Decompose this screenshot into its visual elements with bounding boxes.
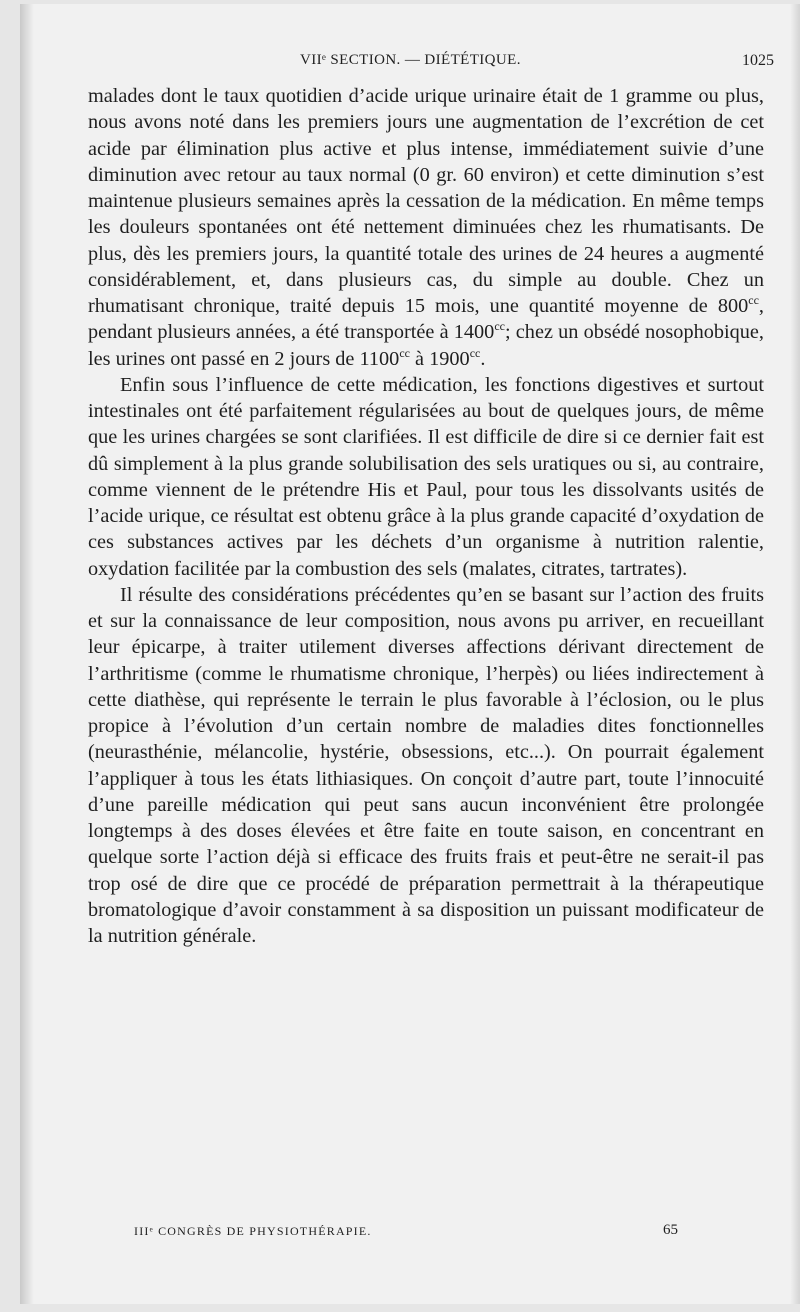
paragraph-text: . — [480, 347, 486, 370]
footer-congress-title: IIIᵉ CONGRÈS DE PHYSIOTHÉRAPIE. — [134, 1224, 372, 1238]
paragraph-text: , pendant plusieurs années, a été transportée à 1400 — [88, 295, 764, 344]
running-footer — [20, 1224, 780, 1244]
book-page — [20, 4, 800, 1304]
page-edge-shadow — [790, 4, 800, 1304]
body-text — [88, 83, 764, 949]
unit-superscript: cc — [494, 319, 505, 334]
paragraph: Il résulte des considérations précédentes qu’en se basant sur l’action des fruits et sur la connaissance de leur composition, nous avons pu arriver, en recueillant leur épicarpe, à traiter utilement diverses affections dérivant directement de l’arthritisme (comme le rhumatisme chronique, l’herpès) ou liées indirectement à cette diathèse, qui représente le terrain le plus favorable à l’éclosion, ou le plus propice à l’évolution d’un certain nombre de maladies dites fonctionnelles (neurasthénie, mélancolie, hystérie, obsessions, etc...). On pourrait également l’appliquer à tous les états lithiasiques. On conçoit d’autre part, toute l’innocuité d’une pareille médication qui peut sans aucun inconvénient être prolongée longtemps à des doses élevées et être faite en toute saison, en concentrant en quelque sorte l’action déjà si efficace des fruits frais et peut-être ne serait-il pas trop osé de dire que ce procédé de préparation permettrait à la thérapeutique bromatologique d’avoir constamment à sa disposition un puissant modificateur de la nutrition générale. — [88, 583, 764, 947]
paragraph: Enfin sous l’influence de cette médication, les fonctions digestives et surtout intestinales ont été parfaitement régularisées au bout de quelques jours, de même que les urines chargées se sont clarifiées. Il est difficile de dire si ce dernier fait est dû simplement à la plus grande solubilisation des sels uratiques ou si, au contraire, comme viennent de le prétendre His et Paul, pour tous les dissolvants usités de l’acide urique, ce résultat est obtenu grâce à la plus grande capacité d’oxydation de ces substances actives par les déchets d’un organisme à nutrition ralentie, oxydation facilitée par la combustion des sels (malates, citrates, tartrates). — [88, 373, 764, 580]
running-header — [20, 52, 780, 76]
paragraph-continued — [88, 83, 764, 372]
unit-superscript: cc — [469, 345, 481, 360]
unit-superscript: cc — [399, 345, 410, 360]
page-number: 1025 — [742, 52, 774, 69]
paragraph-text: ; chez un obsédé nosophobique, les urines ont passé en 2 jours de 1100 — [88, 321, 764, 370]
page-gutter-shadow — [20, 4, 34, 1304]
section-title: VIIᵉ SECTION. — DIÉTÉTIQUE. — [300, 52, 521, 68]
unit-superscript: cc — [748, 293, 759, 308]
signature-mark: 65 — [663, 1222, 678, 1238]
paragraph-text: à 1900 — [409, 347, 470, 370]
paragraph-text: malades dont le taux quotidien d’acide urique urinaire était de 1 gramme ou plus, nous avons noté dans les premiers jours une augmentation de l’excrétion de cet acide par élimination plus active et plus intense, immédiatement suivie d’une diminution avec retour au taux normal (0 gr. 60 environ) et cette diminution s’est maintenue plusieurs semaines après la cessation de la médication. En même temps les douleurs spontanées ont été nettement diminuées chez les rhumatisants. De plus, dès les premiers jours, la quantité totale des urines de 24 heures a augmenté considérablement, et, dans plusieurs cas, du simple au double. Chez un rhumatisant chronique, traité depuis 15 mois, une quantité moyenne de 800 — [88, 85, 764, 317]
